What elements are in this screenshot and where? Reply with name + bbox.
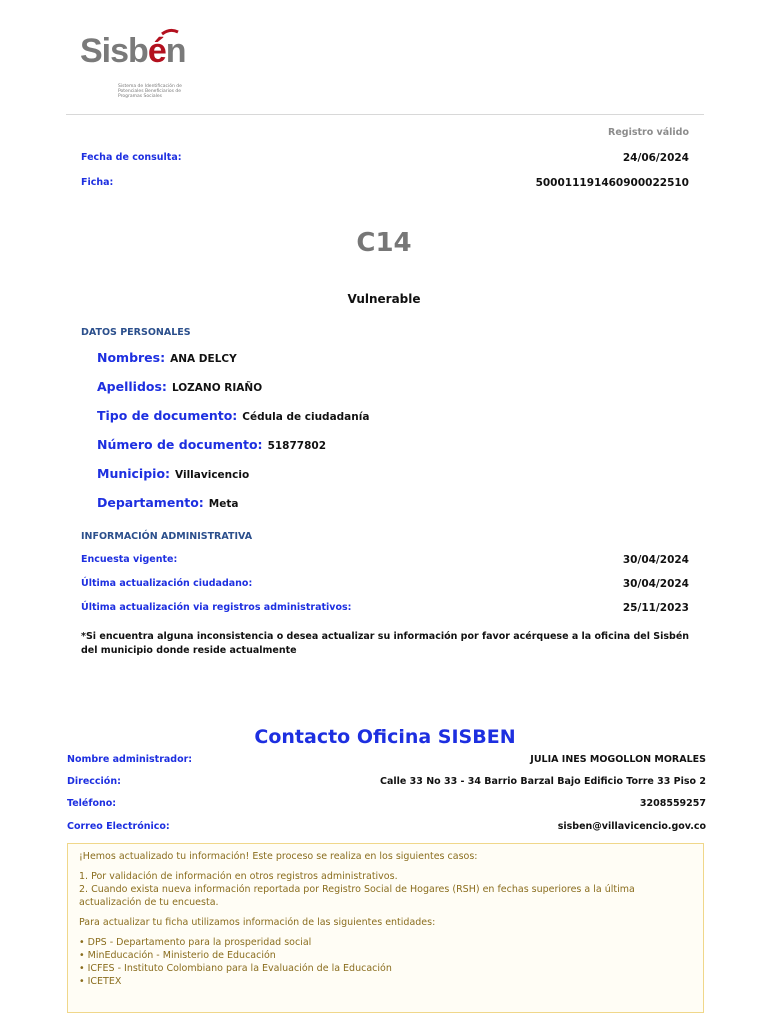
actualizacion-registros-label: Última actualización via registros administrativos: bbox=[81, 602, 352, 613]
numero-documento-label: Número de documento: bbox=[97, 437, 263, 452]
actualizacion-registros-value: 25/11/2023 bbox=[622, 602, 689, 614]
apellidos-label: Apellidos: bbox=[97, 379, 167, 394]
header-divider bbox=[66, 114, 704, 115]
infobox-case-2: 2. Cuando exista nueva información reportada por Registro Social de Hogares (RSH) en fechas superiores a la última actualización de tu encuesta. bbox=[79, 884, 635, 908]
logo-accent-letter: é bbox=[147, 32, 166, 70]
status-label: Registro válido bbox=[608, 127, 689, 138]
encuesta-vigente-value: 30/04/2024 bbox=[622, 554, 689, 566]
tipo-documento-value: Cédula de ciudadanía bbox=[242, 411, 370, 423]
datos-personales-title: DATOS PERSONALES bbox=[81, 327, 191, 338]
municipio-value: Villavicencio bbox=[175, 469, 250, 481]
fecha-consulta-value: 24/06/2024 bbox=[622, 152, 689, 164]
personal-row-numero-documento bbox=[97, 437, 326, 452]
clasificacion-group: Vulnerable bbox=[347, 292, 421, 306]
contacto-title: Contacto Oficina SISBEN bbox=[254, 726, 516, 748]
actualizacion-ciudadano-label: Última actualización ciudadano: bbox=[81, 578, 253, 589]
inconsistency-note: *Si encuentra alguna inconsistencia o desea actualizar su información por favor acérquese a la oficina del Sisbén del municipio donde reside actualmente bbox=[81, 631, 690, 656]
telefono-label: Teléfono: bbox=[67, 798, 117, 809]
correo-label: Correo Electrónico: bbox=[67, 821, 170, 832]
municipio-label: Municipio: bbox=[97, 466, 171, 481]
direccion-label: Dirección: bbox=[67, 776, 121, 787]
fecha-consulta-label: Fecha de consulta: bbox=[81, 152, 182, 163]
logo-wordmark: Sisbén bbox=[80, 32, 186, 70]
infobox-entities-intro: Para actualizar tu ficha utilizamos información de las siguientes entidades: bbox=[79, 917, 436, 928]
direccion-value: Calle 33 No 33 - 34 Barrio Barzal Bajo Edificio Torre 33 Piso 2 bbox=[380, 776, 706, 787]
ficha-value: 500011191460900022510 bbox=[535, 177, 689, 189]
actualizacion-ciudadano-value: 30/04/2024 bbox=[622, 578, 689, 590]
telefono-value: 3208559257 bbox=[639, 798, 706, 809]
personal-row-nombres bbox=[97, 350, 237, 365]
personal-row-municipio bbox=[97, 466, 249, 481]
ficha-label: Ficha: bbox=[81, 177, 114, 188]
nombre-administrador-label: Nombre administrador: bbox=[67, 754, 193, 765]
infobox-case-1: 1. Por validación de información en otros registros administrativos. bbox=[79, 871, 398, 882]
departamento-value: Meta bbox=[208, 498, 239, 510]
nombres-label: Nombres: bbox=[97, 350, 166, 365]
tipo-documento-label: Tipo de documento: bbox=[97, 408, 238, 423]
entity-item-icfes: • ICFES - Instituto Colombiano para la Evaluación de la Educación bbox=[79, 963, 392, 974]
nombre-administrador-value: JULIA INES MOGOLLON MORALES bbox=[530, 754, 706, 765]
entity-item-icetex: • ICETEX bbox=[79, 976, 122, 987]
info-administrativa-title: INFORMACIÓN ADMINISTRATIVA bbox=[81, 531, 253, 542]
entity-item-dps: • DPS - Departamento para la prosperidad social bbox=[79, 937, 312, 948]
sisben-logo bbox=[66, 24, 188, 104]
infobox-intro: ¡Hemos actualizado tu información! Este proceso se realiza en los siguientes casos: bbox=[79, 851, 478, 862]
numero-documento-value: 51877802 bbox=[267, 440, 327, 452]
departamento-label: Departamento: bbox=[97, 495, 204, 510]
personal-row-tipo-documento bbox=[97, 408, 369, 423]
nombres-value: ANA DELCY bbox=[170, 353, 237, 365]
entity-item-mineducacion: • MinEducación - Ministerio de Educación bbox=[79, 950, 276, 961]
apellidos-value: LOZANO RIAÑO bbox=[171, 382, 263, 394]
actualizacion-info-box bbox=[67, 843, 704, 1013]
entities-list bbox=[79, 936, 693, 988]
correo-value: sisben@villavicencio.gov.co bbox=[557, 821, 706, 832]
logo-subtitle: Sistema de Identificación de Potenciales Beneficiarios de Programas Sociales bbox=[118, 84, 182, 99]
personal-row-apellidos bbox=[97, 379, 262, 394]
clasificacion-code: C14 bbox=[356, 228, 412, 258]
encuesta-vigente-label: Encuesta vigente: bbox=[81, 554, 178, 565]
personal-row-departamento bbox=[97, 495, 238, 510]
